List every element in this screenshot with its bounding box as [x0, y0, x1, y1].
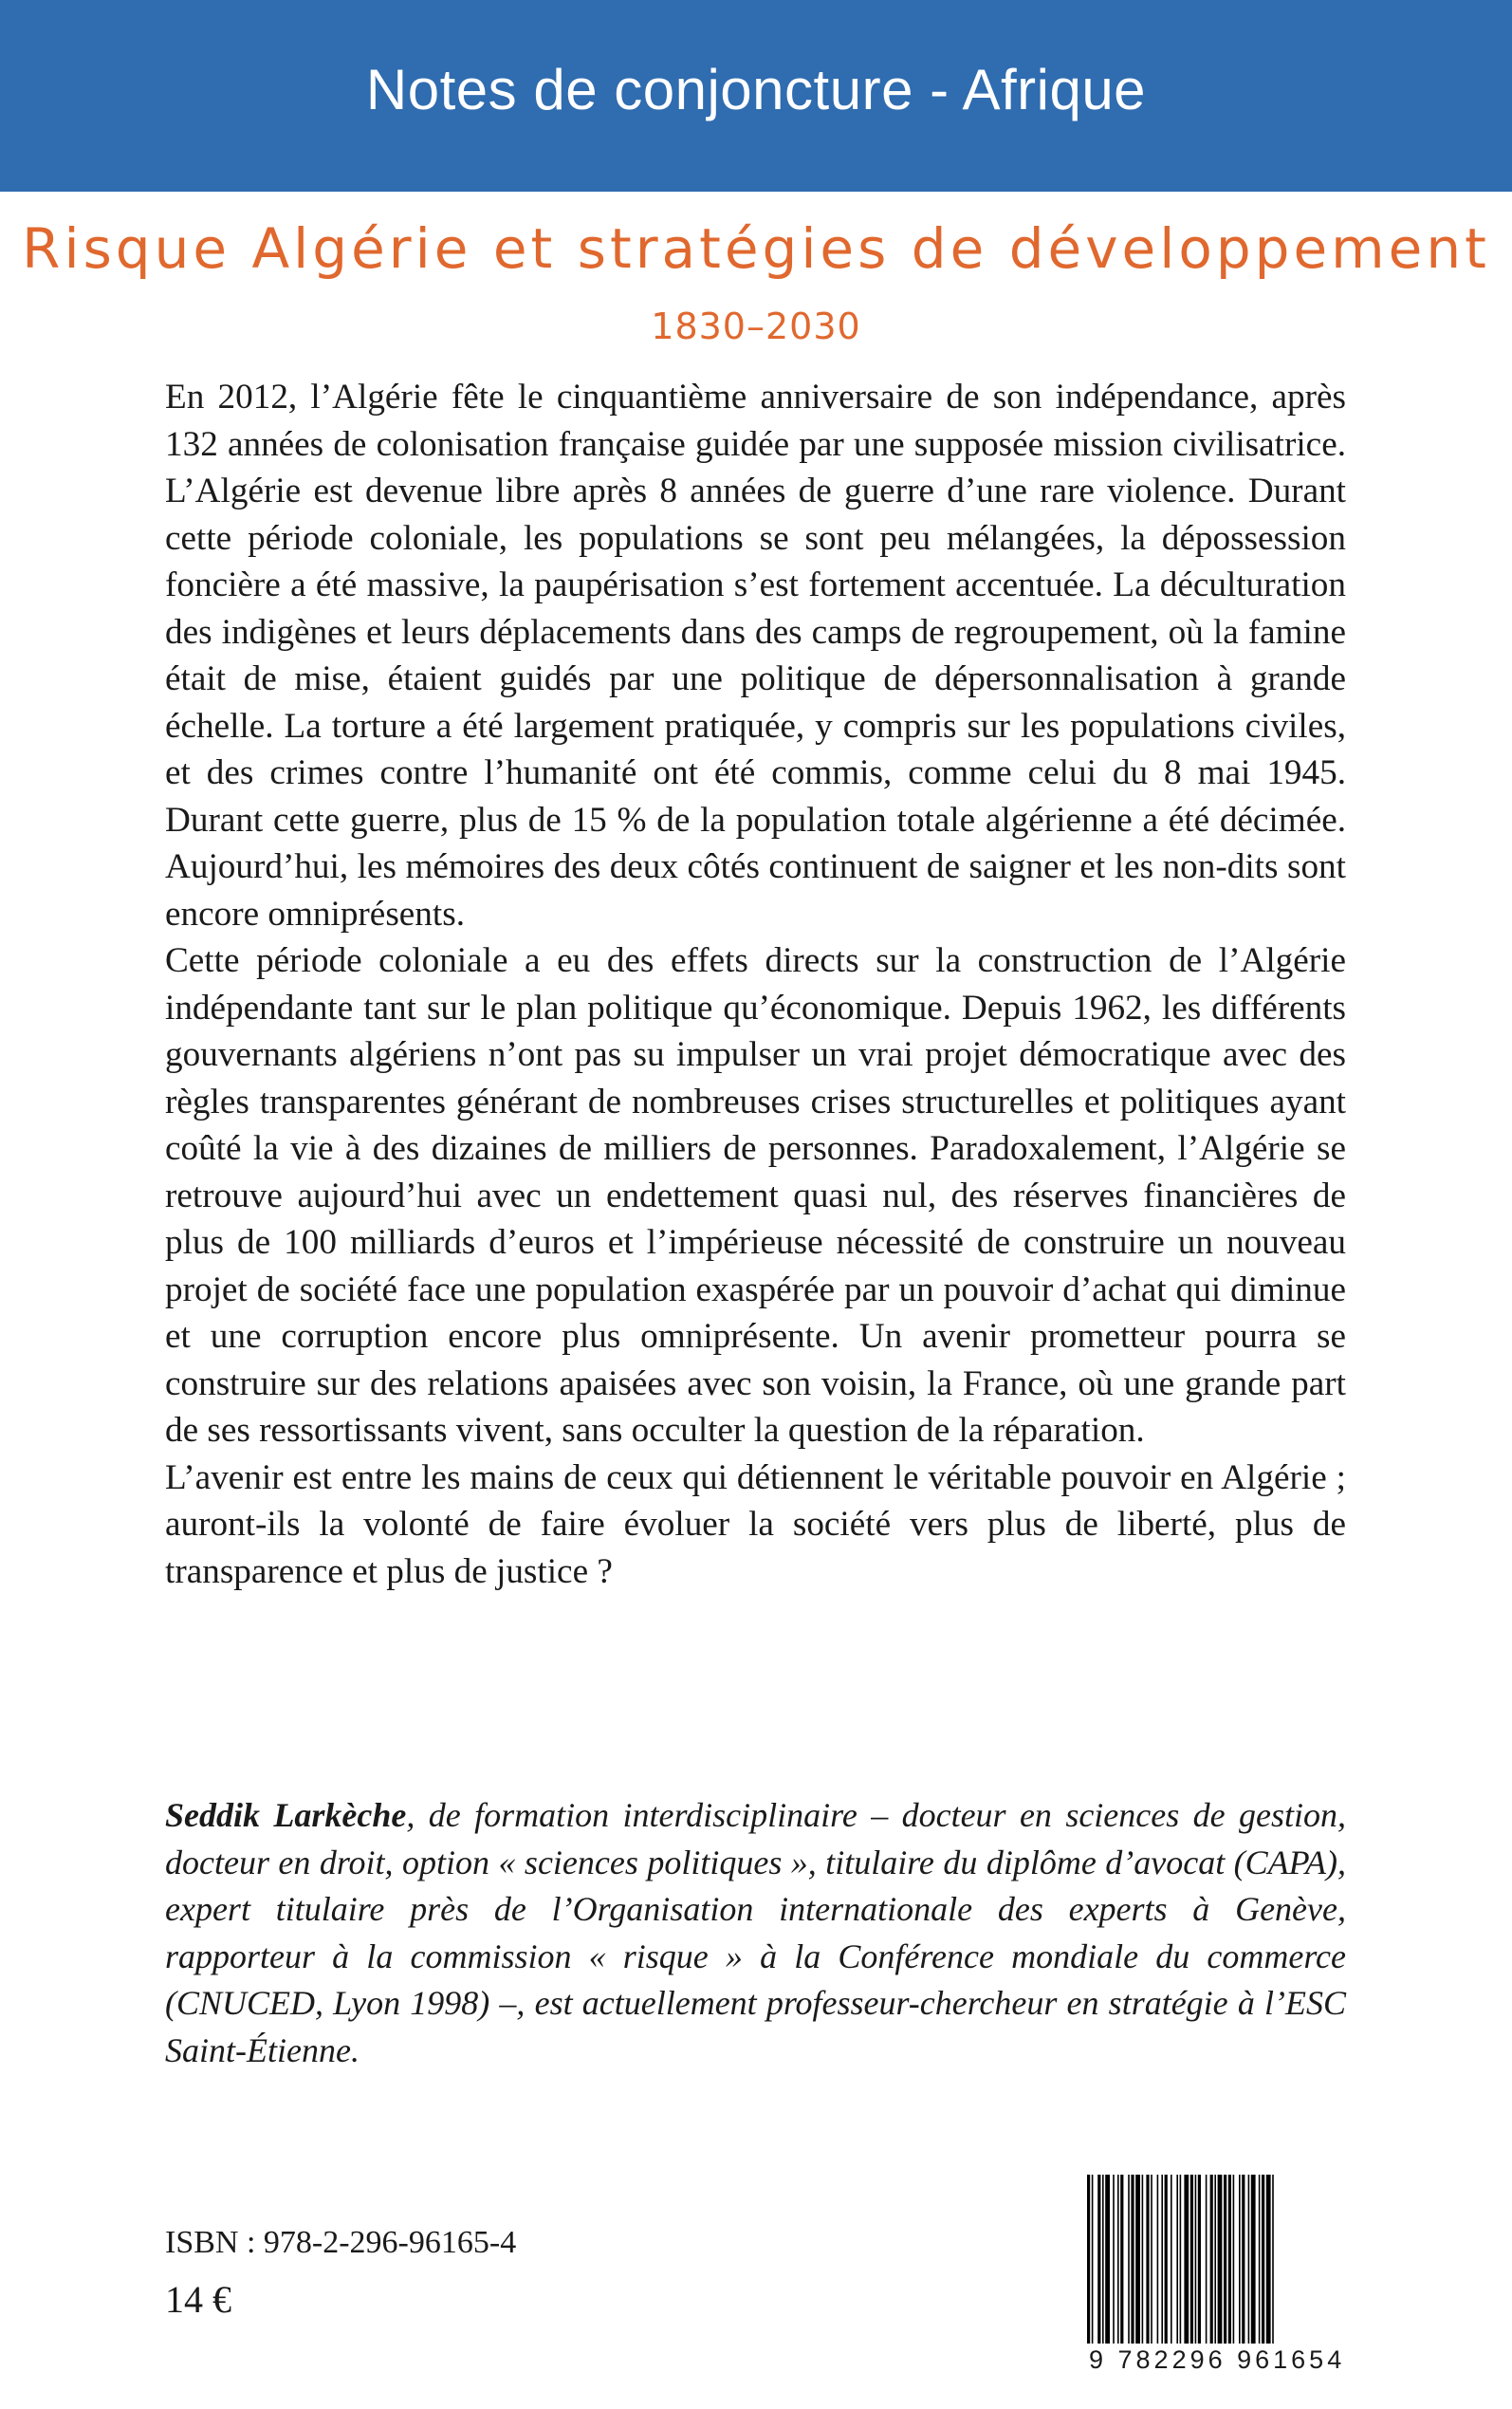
price: 14 €	[165, 2278, 231, 2321]
paragraph-3: L’avenir est entre les mains de ceux qui détiennent le véritable pouvoir en Algérie ; auront-ils la volonté de faire évoluer la société vers plus de liberté, plus de transparence et plus de justice ?	[165, 1457, 1346, 1591]
author-bio	[165, 1792, 1346, 2074]
series-banner	[0, 0, 1512, 192]
paragraph-2: Cette période coloniale a eu des effets directs sur la construction de l’Algérie indépendante tant sur le plan politique qu’économique. Depuis 1962, les différents gouvernants algériens n’ont pas su impulser un vrai projet démocratique avec des règles transparentes générant de nombreuses crises structurelles et politiques ayant coûté la vie à des dizaines de milliers de personnes. Paradoxalement, l’Algérie se retrouve aujourd’hui avec un endettement quasi nul, des réserves financières de plus de 100 milliards d’euros et l’impérieuse nécessité de construire un nouveau projet de société face une population exaspérée par un pouvoir d’achat qui diminue et une corruption encore plus omniprésente. Un avenir prometteur pourra se construire sur des relations apaisées avec son voisin, la France, où une grande part de ses ressortissants vivent, sans occulter la question de la réparation.	[165, 941, 1346, 1450]
book-subtitle: 1830–2030	[651, 306, 861, 347]
isbn: ISBN : 978-2-296-96165-4	[165, 2225, 517, 2260]
paragraph-1: En 2012, l’Algérie fête le cinquantième anniversaire de son indépendance, après 132 années de colonisation française guidée par une supposée mission civilisatrice. L’Algérie est devenue libre après 8 années de guerre d’une rare violence. Durant cette période coloniale, les populations se sont peu mélangées, la dépossession foncière a été massive, la paupérisation s’est fortement accentuée. La déculturation des indigènes et leurs déplacements dans des camps de regroupement, où la famine était de mise, étaient guidés par une politique de dépersonnalisation à grande échelle. La torture a été largement pratiquée, y compris sur les populations civiles, et des crimes contre l’humanité ont été commis, comme celui du 8 mai 1945. Durant cette guerre, plus de 15 % de la population totale algérienne a été décimée. Aujourd’hui, les mémoires des deux côtés continuent de saigner et les non-dits sont encore omniprésents.	[165, 378, 1346, 934]
series-title: Notes de conjoncture - Afrique	[365, 57, 1147, 121]
author-name: Seddik Larkèche	[165, 1796, 407, 1834]
book-title: Risque Algérie et stratégies de développement	[22, 216, 1490, 281]
author-bio-text: , de formation interdisciplinaire – docteur en sciences de gestion, docteur en droit, option « sciences politiques », titulaire du diplôme d’avocat (CAPA), expert titulaire près de l’Organisation internationale des experts à Genève, rapporteur à la commission « risque » à la Conférence mondiale du commerce (CNUCED, Lyon 1998) –, est actuellement professeur-chercheur en stratégie à l’ESC Saint-Étienne.	[165, 1796, 1346, 2069]
barcode-digits: 9 782296 961654	[1089, 2345, 1346, 2374]
barcode	[1081, 2175, 1356, 2351]
back-cover-text	[165, 374, 1346, 1595]
